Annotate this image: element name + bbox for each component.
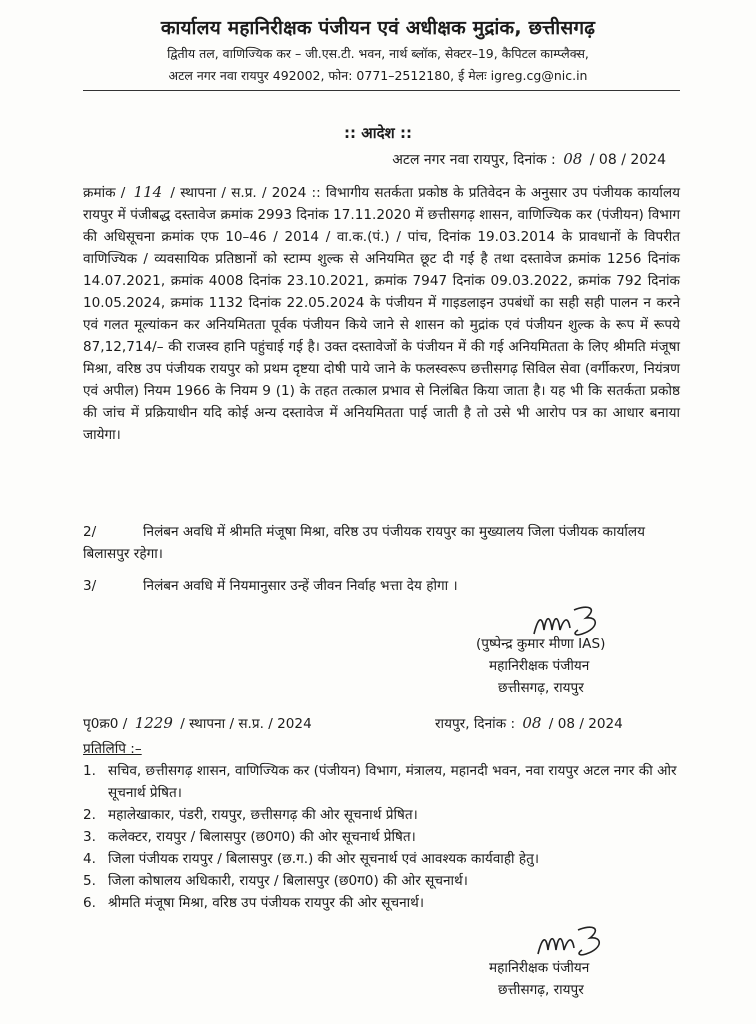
endorsement-rest: / स्थापना / स.प्र. / 2024 — [180, 716, 312, 732]
list-item — [83, 892, 683, 914]
order-number-prefix: क्रमांक / — [83, 185, 126, 201]
endorsement-date — [435, 713, 623, 732]
paragraph-3-text: निलंबन अवधि में नियमानुसार उन्हें जीवन निर्वाह भत्ता देय होगा । — [143, 578, 458, 594]
order-date — [392, 150, 666, 169]
list-item — [83, 826, 683, 848]
order-date-day: 08 — [563, 150, 583, 168]
order-paragraph-1 — [83, 181, 680, 446]
list-item — [83, 870, 683, 892]
list-item-text: सचिव, छत्तीसगढ़ शासन, वाणिज्यिक कर (पंजीयन) विभाग, मंत्रालय, महानदी भवन, नवा रायपुर अटल नगर की ओर सूचनार्थ प्रेषित। — [108, 763, 677, 801]
list-item-text: श्रीमति मंजूषा मिश्रा, वरिष्ठ उप पंजीयक रायपुर की ओर सूचनार्थ। — [108, 895, 425, 911]
list-item — [83, 804, 683, 826]
paragraph-2-text: निलंबन अवधि में श्रीमति मंजूषा मिश्रा, वरिष्ठ उप पंजीयक रायपुर का मुख्यालय जिला पंजीयक कार्यालय बिलासपुर रहेगा। — [83, 524, 646, 562]
copy-to-list — [83, 760, 683, 914]
endorsement-prefix: पृ0क्र0 / — [83, 716, 128, 732]
paragraph-2-number: 2/ — [83, 524, 97, 540]
signatory-name: (पुष्पेन्द्र कुमार मीणा IAS) — [476, 636, 606, 652]
list-item-text: जिला पंजीयक रायपुर / बिलासपुर (छ.ग.) की ओर सूचनार्थ एवं आवश्यक कार्यवाही हेतु। — [108, 851, 540, 867]
list-item-number: 4. — [83, 851, 96, 867]
order-number: 114 — [133, 183, 163, 201]
endorsement-date-rest: / 08 / 2024 — [548, 716, 623, 732]
endorsement-date-prefix: रायपुर, दिनांक : — [435, 716, 516, 732]
list-item — [83, 848, 683, 870]
order-paragraph-2 — [83, 521, 680, 565]
endorsement-date-day: 08 — [522, 714, 542, 732]
office-address-line-2: अटल नगर नवा रायपुर 492002, फोन: 0771–2512180, ई मेलः igreg.cg@nic.in — [168, 68, 588, 83]
list-item-number: 6. — [83, 895, 96, 911]
copy-to-heading: प्रतिलिपि :– — [83, 741, 142, 757]
office-address-line-1: द्वितीय तल, वाणिज्यिक कर – जी.एस.टी. भवन, नार्थ ब्लॉक, सेक्टर–19, कैपिटल काम्प्लैक्स, — [167, 46, 589, 61]
signatory-2-place: छत्तीसगढ़, रायपुर — [498, 982, 584, 998]
list-item-text: कलेक्टर, रायपुर / बिलासपुर (छ0ग0) की ओर सूचनार्थ प्रेषित। — [108, 829, 416, 845]
list-item-number: 3. — [83, 829, 96, 845]
office-title: कार्यालय महानिरीक्षक पंजीयन एवं अधीक्षक मुद्रांक, छत्तीसगढ़ — [160, 17, 596, 39]
endorsement-num: 1229 — [134, 714, 173, 732]
order-paragraph-1-text: / स्थापना / स.प्र. / 2024 :: विभागीय सतर्कता प्रकोष्ठ के प्रतिवेदन के अनुसार उप पंजीयक कार्यालय रायपुर में पंजीबद्ध दस्तावेज क्रमांक 2993 दिनांक 17.11.2020 में छत्तीसगढ़ शासन, वाणिज्यिक कर (पंजीयन) विभाग की अधिसूचना क्रमांक एफ 10–46 / 2014 / वा.क.(पं.) / पांच, दिनांक 19.03.2014 के प्रावधानों के विपरीत वाणिज्यिक / व्यवसायिक प्रतिष्ठानों को स्टाम्प शुल्क से अनियमित छूट दी गई है तथा दस्तावेज क्रमांक 1256 दिनांक 14.07.2021, क्रमांक 4008 दिनांक 23.10.2021, क्रमांक 7947 दिनांक 09.03.2022, क्रमांक 792 दिनांक 10.05.2024, क्रमांक 1132 दिनांक 22.05.2024 के पंजीयन में गाइडलाइन उपबंधों का सही सही पालन न करने एवं गलत मूल्यांकन कर अनियमितता पूर्वक पंजीयन किये जाने से शासन को मुद्रांक एवं पंजीयन शुल्क के रूप में रूपये 87,12,714/– की राजस्व हानि पहुंचाई गई है। उक्त दस्तावेजों के पंजीयन में की गई अनियमितता के लिए श्रीमति मंजूषा मिश्रा, वरिष्ठ उप पंजीयक रायपुर को प्रथम दृष्टया दोषी पाये जाने के फलस्वरूप छत्तीसगढ़ सिविल सेवा (वर्गीकरण, नियंत्रण एवं अपील) नियम 1966 के नियम 9 (1) के तहत तत्काल प्रभाव से निलंबित किया जाता है। यह भी कि सतर्कता प्रकोष्ठ की जांच में प्रक्रियाधीन यदि कोई अन्य दस्तावेज में अनियमितता पाई जाती है तो उसे भी आरोप पत्र का आधार बनाया जायेगा। — [83, 185, 681, 443]
list-item-number: 1. — [83, 763, 96, 779]
list-item — [83, 760, 683, 804]
paragraph-3-number: 3/ — [83, 578, 97, 594]
order-title: :: आदेश :: — [344, 124, 412, 142]
order-date-rest: / 08 / 2024 — [589, 152, 666, 168]
list-item-number: 2. — [83, 807, 96, 823]
signatory-place: छत्तीसगढ़, रायपुर — [498, 680, 584, 696]
header-divider — [83, 90, 680, 91]
order-paragraph-3 — [83, 575, 680, 597]
endorsement-number — [83, 713, 312, 732]
list-item-text: महालेखाकार, पंडरी, रायपुर, छत्तीसगढ़ की ओर सूचनार्थ प्रेषित। — [108, 807, 418, 823]
signatory-2-designation: महानिरीक्षक पंजीयन — [489, 960, 590, 976]
list-item-number: 5. — [83, 873, 96, 889]
signatory-designation: महानिरीक्षक पंजीयन — [489, 658, 590, 674]
list-item-text: जिला कोषालय अधिकारी, रायपुर / बिलासपुर (छ0ग0) की ओर सूचनार्थ। — [108, 873, 468, 889]
order-date-prefix: अटल नगर नवा रायपुर, दिनांक : — [392, 152, 556, 168]
